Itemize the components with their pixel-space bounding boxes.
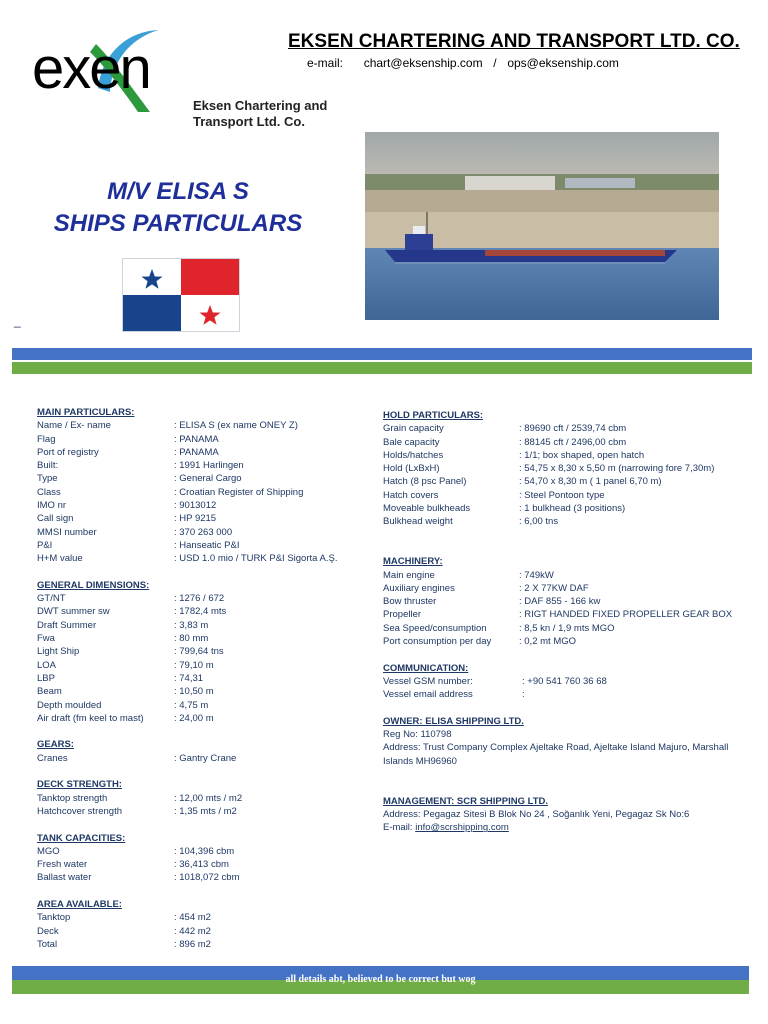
gears-section: [37, 738, 367, 765]
spec-label: Depth moulded: [37, 699, 102, 711]
spec-row: [383, 489, 763, 502]
management-email-link[interactable]: info@scrshipping.com: [415, 822, 509, 834]
management-address: Address: Pegagaz Sitesi B Blok No 24 , Soğanlık Yeni, Pegagaz Sk No:6: [383, 808, 690, 820]
spec-label: Draft Summer: [37, 619, 97, 631]
spec-value: : 1276 / 672: [174, 593, 225, 605]
spec-row: [37, 486, 367, 499]
spec-label: LOA: [37, 659, 57, 671]
tank-capacities-heading: TANK CAPACITIES:: [37, 832, 126, 844]
spec-value: : 79,10 m: [174, 659, 214, 671]
hold-particulars-heading: HOLD PARTICULARS:: [383, 410, 484, 421]
spec-label: Cranes: [37, 752, 68, 764]
spec-value: : 749kW: [519, 569, 554, 581]
spec-value: : 4,75 m: [174, 699, 209, 711]
spec-row: [37, 845, 367, 858]
gears-heading: GEARS:: [37, 739, 74, 751]
spec-value: : HP 9215: [174, 513, 217, 525]
spec-row: [37, 805, 367, 818]
spec-row: [383, 608, 763, 621]
communication-section: [383, 662, 763, 702]
spec-label: Grain capacity: [383, 423, 444, 435]
spec-row: [37, 433, 367, 446]
spec-row: [37, 512, 367, 525]
area-available-heading: AREA AVAILABLE:: [37, 898, 122, 910]
email-ops[interactable]: ops@eksenship.com: [507, 56, 619, 70]
spec-value: : 9013012: [174, 500, 217, 512]
spec-label: Port consumption per day: [383, 636, 492, 648]
spec-value: : 80 mm: [174, 633, 209, 645]
spec-label: Holds/hatches: [383, 449, 444, 461]
spec-row: [37, 911, 367, 924]
spec-label: Moveable bulkheads: [383, 503, 471, 515]
email-separator: /: [493, 56, 497, 70]
spec-row: [37, 446, 367, 459]
spec-value: : 1,35 mts / m2: [174, 805, 237, 817]
spec-value: : 54,70 x 8,30 m ( 1 panel 6,70 m): [519, 476, 662, 488]
spec-value: : ELISA S (ex name ONEY Z): [174, 420, 298, 432]
spec-label: LBP: [37, 672, 55, 684]
spec-row: [383, 595, 763, 608]
spec-value: : 54,75 x 8,30 x 5,50 m (narrowing fore 7,30m): [519, 463, 715, 475]
company-name: EKSEN CHARTERING AND TRANSPORT LTD. CO.: [288, 31, 740, 52]
spec-label: Ballast water: [37, 872, 92, 884]
spec-value: : 442 m2: [174, 925, 211, 937]
spec-row: [383, 569, 763, 582]
footer-bands: [12, 966, 749, 994]
spec-row: [383, 422, 763, 435]
spec-row: [37, 659, 367, 672]
spec-label: Vessel GSM number:: [383, 675, 473, 687]
spec-row: [37, 632, 367, 645]
main-particulars-section: [37, 406, 367, 566]
spec-label: Bow thruster: [383, 596, 437, 608]
owner-reg-no: Reg No: 110798: [383, 729, 452, 741]
main-particulars-heading: MAIN PARTICULARS:: [37, 407, 135, 418]
spec-value: : 2 X 77KW DAF: [519, 582, 589, 594]
owner-heading: OWNER: ELISA SHIPPING LTD.: [383, 715, 524, 727]
document-title: SHIPS PARTICULARS: [53, 210, 303, 237]
spec-value: : +90 541 760 36 68: [522, 675, 607, 687]
communication-heading: COMMUNICATION:: [383, 662, 469, 674]
spec-value: : 454 m2: [174, 912, 211, 924]
right-column: [383, 409, 763, 835]
spec-label: Port of registry: [37, 446, 99, 458]
logo-mark: exen: [32, 36, 150, 101]
logo-caption-line-2: Transport Ltd. Co.: [193, 114, 305, 129]
logo-caption: [193, 98, 327, 130]
header-email-line: [307, 56, 619, 70]
spec-label: Name / Ex- name: [37, 420, 111, 432]
email-chart[interactable]: chart@eksenship.com: [363, 56, 483, 70]
spec-label: MMSI number: [37, 526, 97, 538]
spec-value: : DAF 855 - 166 kw: [519, 596, 601, 608]
general-dimensions-section: [37, 579, 367, 725]
spec-label: DWT summer sw: [37, 606, 110, 618]
spec-label: MGO: [37, 845, 60, 857]
spec-label: GT/NT: [37, 593, 66, 605]
spec-row: [383, 502, 763, 515]
spec-row: [37, 605, 367, 618]
spec-row: [37, 526, 367, 539]
spec-label: Hatch covers: [383, 489, 439, 501]
spec-label: Propeller: [383, 609, 422, 621]
spec-row: [37, 871, 367, 884]
spec-value: : 12,00 mts / m2: [174, 792, 243, 804]
panama-flag-icon: [122, 258, 240, 332]
owner-section: [383, 715, 763, 768]
stray-marker: _: [14, 314, 21, 328]
spec-row: [37, 419, 367, 432]
spec-row: [37, 752, 367, 765]
management-email-line: [383, 821, 763, 834]
owner-address-line-2: Islands MH96960: [383, 755, 457, 767]
spec-label: Auxiliary engines: [383, 582, 455, 594]
spec-row: [383, 515, 763, 528]
spec-row: [37, 645, 367, 658]
spec-label: Call sign: [37, 513, 74, 525]
spec-row: [383, 449, 763, 462]
spec-label: Hatchcover strength: [37, 805, 123, 817]
spec-label: Hatch (8 psc Panel): [383, 476, 467, 488]
spec-row: [37, 938, 367, 951]
spec-label: P&I: [37, 539, 53, 551]
spec-value: : PANAMA: [174, 446, 219, 458]
spec-row: [383, 462, 763, 475]
management-email-label: E-mail:: [383, 822, 416, 834]
spec-value: : PANAMA: [174, 433, 219, 445]
left-column: [37, 406, 367, 951]
spec-row: [383, 688, 763, 701]
spec-label: Bale capacity: [383, 436, 440, 448]
spec-row: [383, 436, 763, 449]
spec-label: Deck: [37, 925, 59, 937]
spec-row: [37, 619, 367, 632]
spec-row: [37, 925, 367, 938]
spec-label: Air draft (fm keel to mast): [37, 712, 144, 724]
spec-value: : RIGT HANDED FIXED PROPELLER GEAR BOX: [519, 609, 733, 621]
spec-label: Tanktop: [37, 912, 71, 924]
machinery-heading: MACHINERY:: [383, 556, 443, 568]
spec-row: [383, 635, 763, 648]
spec-value: : 1/1; box shaped, open hatch: [519, 449, 645, 461]
spec-label: Hold (LxBxH): [383, 463, 440, 475]
spec-label: Total: [37, 938, 58, 950]
spec-row: [37, 685, 367, 698]
spec-row: [37, 672, 367, 685]
spec-label: Type: [37, 473, 58, 485]
spec-label: Bulkhead weight: [383, 516, 453, 528]
spec-row: [37, 552, 367, 565]
area-available-section: [37, 898, 367, 951]
spec-row: [37, 712, 367, 725]
spec-value: : 3,83 m: [174, 619, 209, 631]
management-heading: MANAGEMENT: SCR SHIPPING LTD.: [383, 795, 549, 807]
spec-row: [37, 858, 367, 871]
spec-row: [383, 622, 763, 635]
spec-value: : 896 m2: [174, 938, 211, 950]
spec-row: [383, 675, 763, 688]
spec-label: Tanktop strength: [37, 792, 108, 804]
spec-value: : General Cargo: [174, 473, 242, 485]
spec-label: Built:: [37, 460, 59, 472]
spec-row: [37, 472, 367, 485]
spec-row: [383, 475, 763, 488]
spec-label: Flag: [37, 433, 56, 445]
spec-value: : 89690 cft / 2539,74 cbm: [519, 423, 627, 435]
ship-photo: [365, 132, 719, 320]
spec-value: : Steel Pontoon type: [519, 489, 605, 501]
tank-capacities-section: [37, 832, 367, 885]
vessel-title: M/V ELISA S: [107, 178, 249, 205]
spec-label: Main engine: [383, 569, 435, 581]
hold-particulars-section: [383, 409, 763, 529]
deck-strength-section: [37, 778, 367, 818]
spec-row: [37, 592, 367, 605]
machinery-section: [383, 555, 763, 648]
spec-row: [37, 499, 367, 512]
spec-label: Sea Speed/consumption: [383, 622, 487, 634]
general-dimensions-heading: GENERAL DIMENSIONS:: [37, 579, 150, 591]
email-label: e-mail:: [307, 56, 344, 70]
spec-value: : 1991 Harlingen: [174, 460, 244, 472]
spec-value: : 799,64 tns: [174, 646, 224, 658]
spec-label: H+M value: [37, 553, 83, 565]
spec-value: : Croatian Register of Shipping: [174, 486, 304, 498]
spec-value: :: [522, 689, 525, 701]
spec-value: : 1018,072 cbm: [174, 872, 240, 884]
spec-value: : 74,31: [174, 672, 204, 684]
spec-value: : 1782,4 mts: [174, 606, 227, 618]
header-band-green: [12, 362, 752, 374]
spec-row: [37, 792, 367, 805]
deck-strength-heading: DECK STRENGTH:: [37, 779, 122, 791]
footer-disclaimer: all details abt, believed to be correct but wog: [285, 974, 476, 985]
spec-row: [37, 699, 367, 712]
spec-value: : 0,2 mt MGO: [519, 636, 577, 648]
spec-value: : Hanseatic P&I: [174, 539, 240, 551]
header-band-blue: [12, 348, 752, 360]
spec-value: : USD 1.0 mio / TURK P&I Sigorta A.Ş.: [174, 553, 338, 565]
spec-label: Beam: [37, 686, 62, 698]
spec-label: Class: [37, 486, 61, 498]
spec-label: Light Ship: [37, 646, 80, 658]
spec-value: : 36,413 cbm: [174, 859, 229, 871]
spec-label: IMO nr: [37, 500, 67, 512]
spec-value: : 1 bulkhead (3 positions): [519, 503, 626, 515]
spec-row: [37, 459, 367, 472]
logo-caption-line-1: Eksen Chartering and: [193, 98, 328, 113]
spec-value: : 10,50 m: [174, 686, 214, 698]
spec-value: : 6,00 tns: [519, 516, 559, 528]
spec-label: Fwa: [37, 633, 55, 645]
spec-label: Vessel email address: [383, 689, 473, 701]
spec-value: : 104,396 cbm: [174, 845, 235, 857]
spec-value: : 24,00 m: [174, 712, 214, 724]
spec-value: : 8,5 kn / 1,9 mts MGO: [519, 622, 615, 634]
spec-value: : 88145 cft / 2496,00 cbm: [519, 436, 627, 448]
owner-address-line-1: Address: Trust Company Complex Ajeltake Road, Ajeltake Island Majuro, Marshall: [383, 742, 729, 754]
spec-value: : Gantry Crane: [174, 752, 237, 764]
spec-label: Fresh water: [37, 859, 88, 871]
spec-row: [383, 582, 763, 595]
management-section: [383, 795, 763, 835]
spec-row: [37, 539, 367, 552]
spec-value: : 370 263 000: [174, 526, 233, 538]
